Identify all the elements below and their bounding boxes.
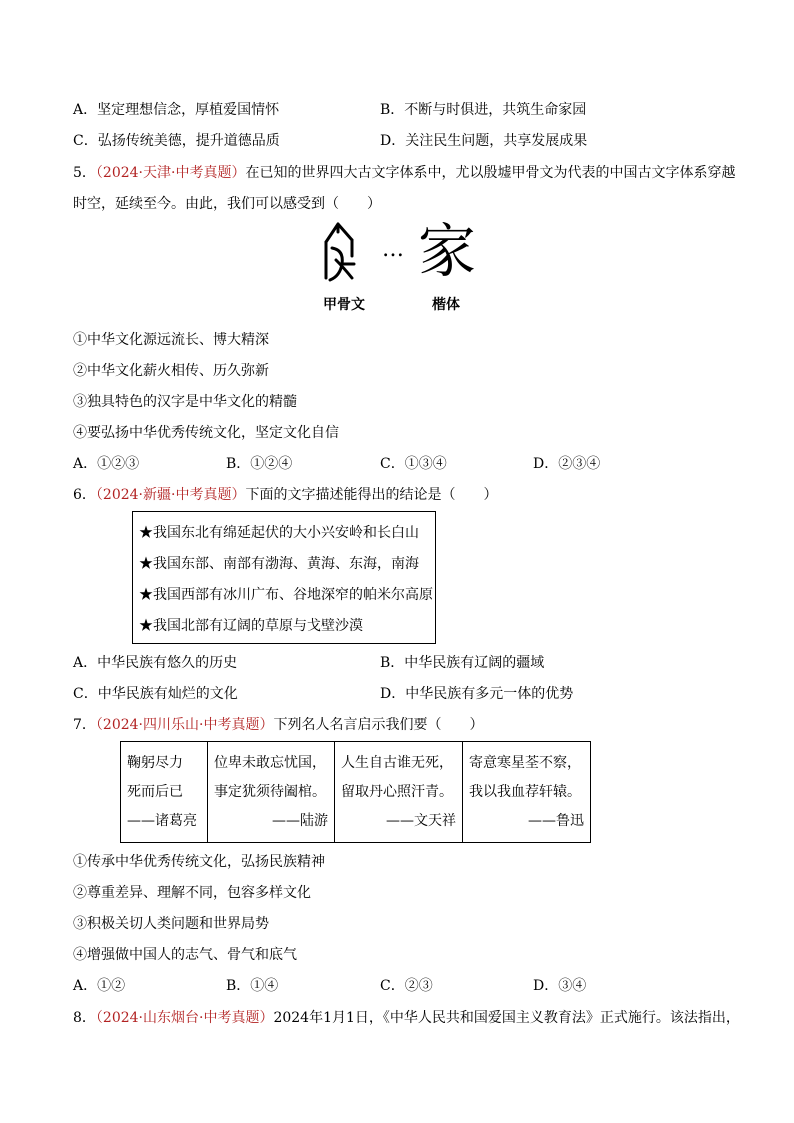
- q5-statement-4: ④要弘扬中华优秀传统文化，坚定文化自信: [73, 425, 339, 441]
- quote-line-1: 位卑未敢忘忧国，: [214, 755, 326, 771]
- q6-option-a: A．中华民族有悠久的历史: [73, 655, 238, 671]
- quote-line-2: 死而后已: [127, 784, 183, 800]
- quote-cell: [463, 742, 591, 843]
- q7-statement-4: ④增强做中国人的志气、骨气和底气: [73, 947, 297, 963]
- q7-statement-2: ②尊重差异、理解不同，包容多样文化: [73, 885, 311, 901]
- q5-statement-3: ③独具特色的汉字是中华文化的精髓: [73, 394, 297, 410]
- kaishu-char: 家: [418, 217, 477, 285]
- oracle-bone-figure: [318, 218, 488, 318]
- q8-number: 8．: [73, 1010, 96, 1026]
- q6-box-line-3: ★我国西部有冰川广布、谷地深窄的帕米尔高原: [139, 587, 433, 603]
- q8-stem-text: 2024年1月1日，《中华人民共和国爱国主义教育法》正式施行。该法指出，: [273, 1010, 740, 1026]
- q5-number: 5．: [73, 165, 96, 181]
- q4-option-d: D．关注民生问题，共享发展成果: [380, 133, 588, 149]
- q6-text-box: [132, 511, 436, 644]
- q6-stem-text: 下面的文字描述能得出的结论是（ ）: [245, 487, 498, 503]
- q7-statement-1: ①传承中华优秀传统文化，弘扬民族精神: [73, 854, 325, 870]
- oracle-bone-char-icon: [318, 220, 378, 292]
- q6-source: （2024·新疆·中考真题）: [95, 487, 246, 503]
- table-row: [121, 742, 591, 843]
- q6-option-c: C．中华民族有灿烂的文化: [73, 686, 238, 702]
- quote-line-2: 留取丹心照汗青。: [341, 784, 453, 800]
- q7-stem-text: 下列名人名言启示我们要（ ）: [273, 717, 484, 733]
- quote-cell: [335, 742, 463, 843]
- q7-stem: [73, 716, 483, 734]
- figure-ellipsis: …: [382, 237, 404, 262]
- q4-option-b: B．不断与时俱进，共筑生命家园: [380, 102, 587, 118]
- q7-option-d: D．③④: [533, 978, 587, 994]
- quote-author: ——诸葛亮: [127, 813, 197, 829]
- q5-statement-1: ①中华文化源远流长、博大精深: [73, 332, 269, 348]
- q8-stem: [73, 1009, 740, 1027]
- q6-number: 6．: [73, 487, 96, 503]
- quote-line-2: 我以我血荐轩辕。: [469, 784, 581, 800]
- q5-option-c: C．①③④: [380, 456, 447, 472]
- q4-option-a: A．坚定理想信念，厚植爱国情怀: [73, 102, 280, 118]
- quote-author: ——鲁迅: [528, 813, 584, 829]
- q6-option-d: D．中华民族有多元一体的优势: [380, 686, 574, 702]
- quote-author: ——文天祥: [386, 813, 456, 829]
- quote-cell: [208, 742, 335, 843]
- q7-quotes-table: [120, 741, 591, 843]
- q5-option-a: A．①②③: [73, 456, 140, 472]
- q6-option-b: B．中华民族有辽阔的疆域: [380, 655, 545, 671]
- q6-stem: [73, 486, 497, 504]
- q5-stem-line1: 在已知的世界四大古文字体系中，尤以殷墟甲骨文为代表的中国古文字体系穿越: [245, 165, 736, 181]
- q7-statement-3: ③积极关切人类问题和世界局势: [73, 916, 269, 932]
- q5-option-d: D．②③④: [533, 456, 601, 472]
- q5-source: （2024·天津·中考真题）: [95, 165, 246, 181]
- quote-author: ——陆游: [272, 813, 328, 829]
- q7-option-b: B．①④: [226, 978, 279, 994]
- q4-option-c: C．弘扬传统美德，提升道德品质: [73, 133, 280, 149]
- q8-source: （2024·山东烟台·中考真题）: [95, 1010, 274, 1026]
- label-oracle-bone: 甲骨文: [323, 297, 365, 313]
- q7-number: 7．: [73, 717, 96, 733]
- q5-statement-2: ②中华文化薪火相传、历久弥新: [73, 363, 269, 379]
- q6-box-line-1: ★我国东北有绵延起伏的大小兴安岭和长白山: [139, 525, 419, 541]
- q7-option-a: A．①②: [73, 978, 126, 994]
- q6-box-line-2: ★我国东部、南部有渤海、黄海、东海，南海: [139, 556, 419, 572]
- quote-line-1: 鞠躬尽力: [127, 755, 183, 771]
- quote-line-1: 寄意寒星荃不察，: [469, 755, 581, 771]
- q5-stem: [73, 164, 735, 182]
- q5-stem-line2: 时空，延续至今。由此，我们可以感受到（ ）: [73, 196, 381, 212]
- quote-line-2: 事定犹须待阖棺。: [214, 784, 326, 800]
- label-kaishu: 楷体: [432, 297, 460, 313]
- quote-cell: [121, 742, 208, 843]
- q7-option-c: C．②③: [380, 978, 433, 994]
- q5-option-b: B．①②④: [226, 456, 293, 472]
- q7-source: （2024·四川乐山·中考真题）: [95, 717, 274, 733]
- q6-box-line-4: ★我国北部有辽阔的草原与戈壁沙漠: [139, 618, 363, 634]
- quote-line-1: 人生自古谁无死，: [341, 755, 453, 771]
